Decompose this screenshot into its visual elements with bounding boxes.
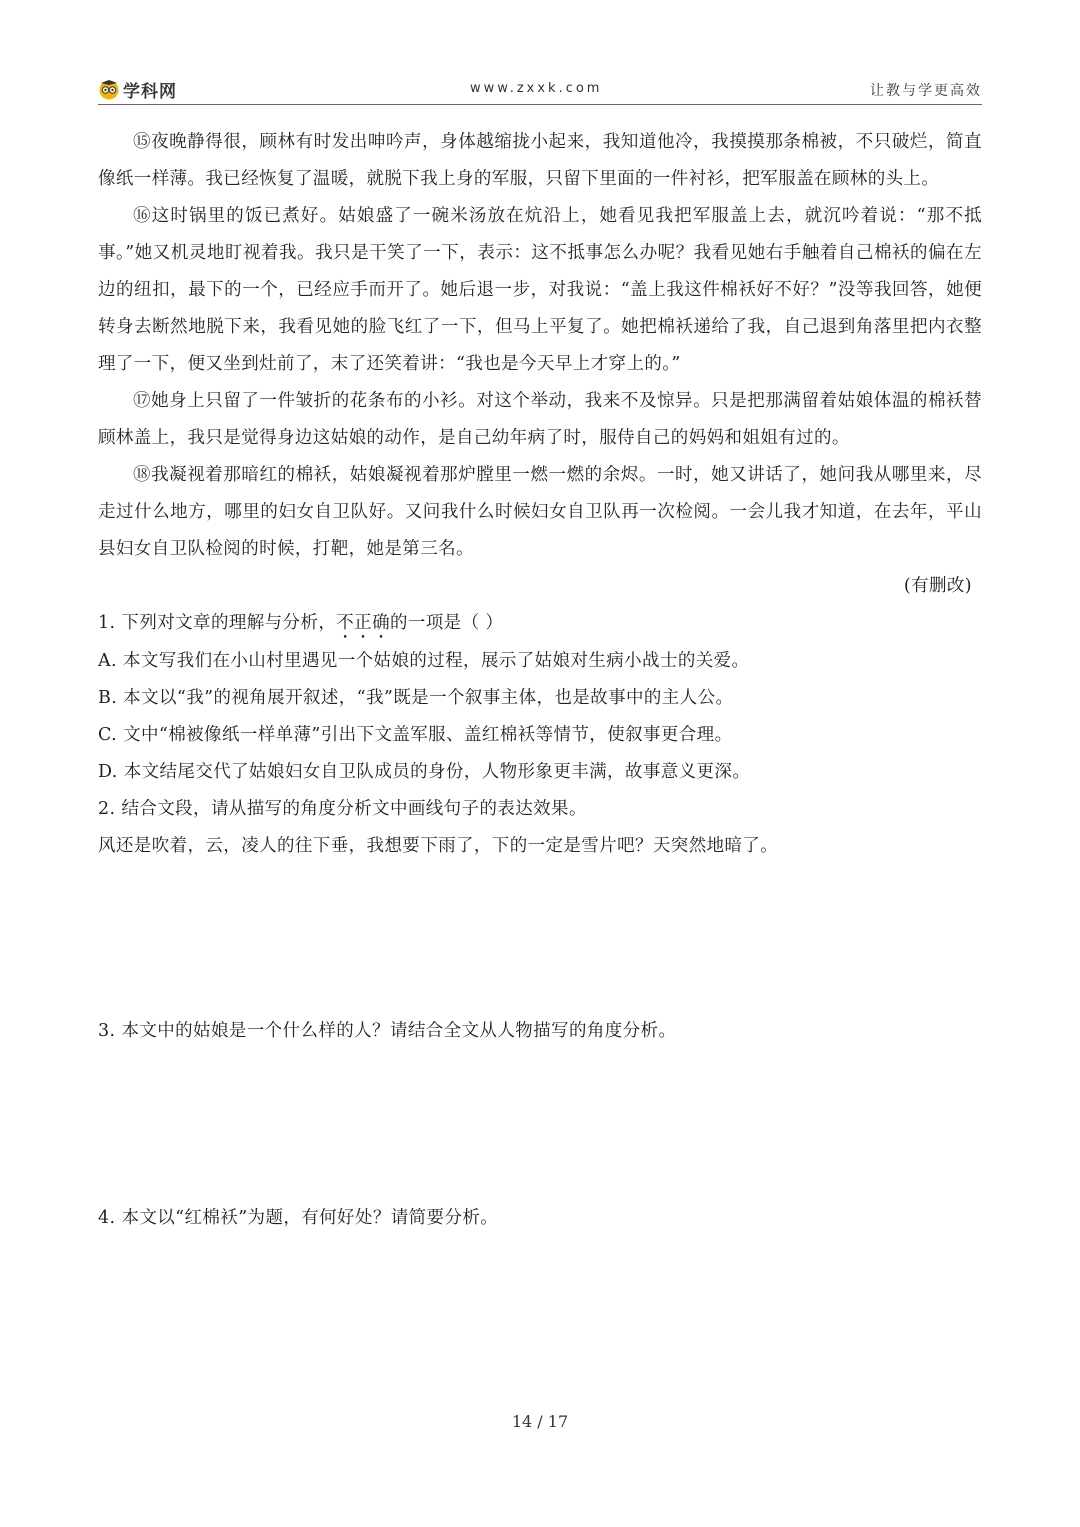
option-a: A. 本文写我们在小山村里遇见一个姑娘的过程，展示了姑娘对生病小战士的关爱。 — [98, 651, 750, 671]
paragraph-18: ⑱我凝视着那暗红的棉袄，姑娘凝视着那炉膛里一燃一燃的余烬。一时，她又讲话了，她问我从哪里来，尽走过什么地方，哪里的妇女自卫队好。又问我什么时候妇女自卫队再一次检阅。一会儿我才知道，在去年，平山县妇女自卫队检阅的时候，打靶，她是第三名。 — [98, 465, 982, 559]
paragraph-16: ⑯这时锅里的饭已煮好。姑娘盛了一碗米汤放在炕沿上，她看见我把军服盖上去，就沉吟着说：“那不抵事。”她又机灵地盯视着我。我只是干笑了一下，表示：这不抵事怎么办呢？我看见她右手触着自己棉袄的偏在左边的纽扣，最下的一个，已经应手而开了。她后退一步，对我说：“盖上我这件棉袄好不好？”没等我回答，她便转身去断然地脱下来，我看见她的脸飞红了一下，但马上平复了。她把棉袄递给了我，自己退到角落里把内衣整理了一下，便又坐到灶前了，末了还笑着讲：“我也是今天早上才穿上的。” — [98, 206, 982, 374]
site-url: www.zxxk.com — [470, 81, 603, 96]
answer-space — [98, 865, 982, 1013]
question-2: 2. 结合文段，请从描写的角度分析文中画线句子的表达效果。 — [98, 799, 587, 819]
page-header — [98, 76, 982, 105]
question-1 — [98, 605, 982, 643]
option-b: B. 本文以“我”的视角展开叙述，“我”既是一个叙事主体，也是故事中的主人公。 — [98, 688, 734, 708]
logo-text: 学科网 — [123, 81, 177, 102]
question-1-emphasis: 不正确 — [336, 613, 390, 633]
question-4: 4. 本文以“红棉袄”为题，有何好处？请简要分析。 — [98, 1208, 499, 1228]
paragraph-17: ⑰她身上只留了一件皱折的花条布的小衫。对这个举动，我来不及惊异。只是把那满留着姑娘体温的棉袄替顾林盖上，我只是觉得身边这姑娘的动作，是自己幼年病了时，服侍自己的妈妈和姐姐有过的。 — [98, 391, 982, 448]
question-3: 3. 本文中的姑娘是一个什么样的人？请结合全文从人物描写的角度分析。 — [98, 1021, 677, 1041]
option-d: D. 本文结尾交代了姑娘妇女自卫队成员的身份，人物形象更丰满，故事意义更深。 — [98, 762, 751, 782]
option-c: C. 文中“棉被像纸一样单薄”引出下文盖军服、盖红棉袄等情节，使叙事更合理。 — [98, 725, 733, 745]
logo-owl-icon — [98, 78, 120, 100]
question-1-text: 1. 下列对文章的理解与分析， — [98, 613, 337, 633]
document-body — [98, 124, 982, 1237]
page-number: 14 / 17 — [511, 1412, 569, 1431]
abridged-note: (有删改) — [903, 576, 972, 596]
logo — [98, 78, 177, 100]
answer-space — [98, 1050, 982, 1200]
question-2-quote: 风还是吹着，云，凌人的往下垂，我想要下雨了，下的一定是雪片吧？天突然地暗了。 — [98, 836, 779, 856]
paragraph-15: ⑮夜晚静得很，顾林有时发出呻吟声，身体越缩拢小起来，我知道他冷，我摸摸那条棉被，不只破烂，简直像纸一样薄。我已经恢复了温暖，就脱下我上身的军服，只留下里面的一件衬衫，把军服盖在顾林的头上。 — [98, 132, 982, 189]
header-slogan: 让教与学更高效 — [870, 83, 982, 99]
question-1-blank: 的一项是（ ） — [389, 613, 504, 633]
